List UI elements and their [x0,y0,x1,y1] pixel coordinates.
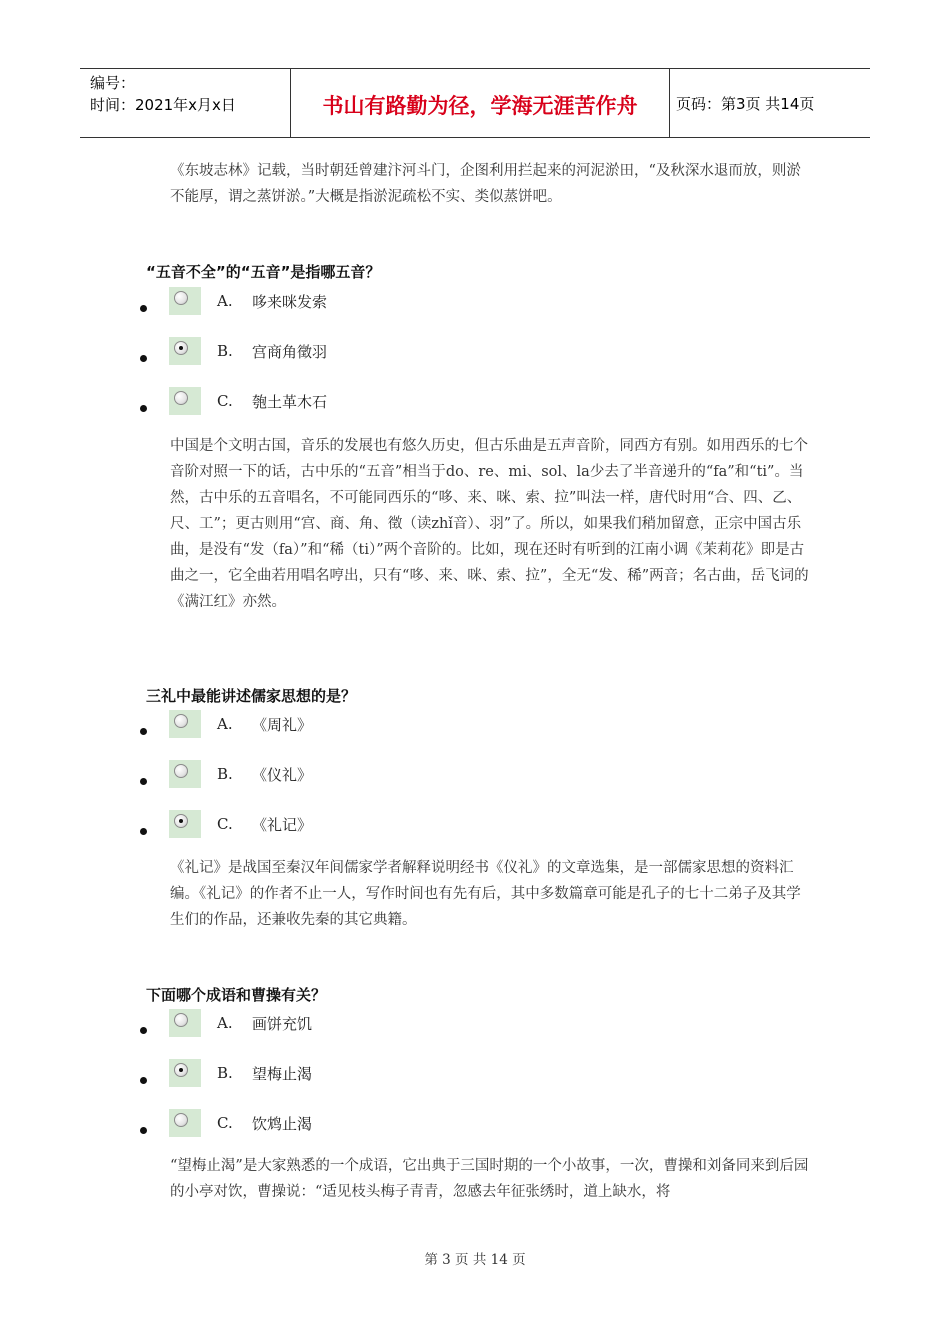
bullet-icon [140,355,147,362]
radio-button-selected[interactable] [169,337,201,365]
option-letter: B. [217,765,233,783]
radio-button[interactable] [169,387,201,415]
bullet-icon [140,828,147,835]
header-left-cell [80,69,290,137]
radio-ring-icon [174,1113,188,1127]
radio-button-selected[interactable] [169,810,201,838]
option-text: 匏土革木石 [252,392,328,411]
option-letter: C. [217,392,233,410]
option-text: 《仪礼》 [252,765,313,784]
radio-button[interactable] [169,1109,201,1137]
radio-dot-icon [179,819,183,823]
option-row[interactable] [140,808,312,840]
radio-ring-icon [174,341,188,355]
option-row[interactable] [140,285,327,317]
radio-button[interactable] [169,1009,201,1037]
question-title: 下面哪个成语和曹操有关？ [146,986,327,1004]
time-label: 时间：2021年x月x日 [90,96,236,114]
radio-ring-icon [174,1013,188,1027]
intro-paragraph: 《东坡志林》记载，当时朝廷曾建汴河斗门，企图利用拦起来的河泥淤田，“及秋深水退而放，则淤不能厚，谓之蒸饼淤。”大概是指淤泥疏松不实、类似蒸饼吧。 [170,163,801,205]
radio-button-selected[interactable] [169,1059,201,1087]
option-row[interactable] [140,758,312,790]
option-row[interactable] [140,1007,312,1039]
page-info: 页码：第3页 共14页 [676,94,815,113]
explanation-paragraph: 中国是个文明古国，音乐的发展也有悠久历史，但古乐曲是五声音阶，同西方有别。如用西乐的七个音阶对照一下的话，古中乐的“五音”相当于do、re、mi、sol、la少去了半音递升的“fa”和“ti”。当然，古中乐的五音唱名，不可能同西乐的“哆、来、咪、索、拉”叫法一样，唐代时用“合、四、乙、尺、工”；更古则用“宫、商、角、徵（读zhǐ音）、羽”了。所以，如果我们稍加留意，正宗中国古乐曲，是没有“发（fa）”和“稀（ti）”两个音阶的。比如，现在还时有听到的江南小调《茉莉花》即是古曲之一，它全曲若用唱名哼出，只有“哆、来、咪、索、拉”，全无“发、稀”两音；名古曲，岳飞词的《满江红》亦然。 [170,438,809,610]
question-title: 三礼中最能讲述儒家思想的是？ [146,687,357,705]
explanation-paragraph: “望梅止渴”是大家熟悉的一个成语，它出典于三国时期的一个小故事，一次，曹操和刘备同来到后园的小亭对饮，曹操说：“适见枝头梅子青青，忽感去年征张绣时，道上缺水，将 [170,1158,809,1200]
explanation-paragraph: 《礼记》是战国至秦汉年间儒家学者解释说明经书《仪礼》的文章选集，是一部儒家思想的资料汇编。《礼记》的作者不止一人，写作时间也有先有后，其中多数篇章可能是孔子的七十二弟子及其学生们的作品，还兼收先秦的其它典籍。 [170,860,801,928]
radio-ring-icon [174,391,188,405]
option-row[interactable] [140,1057,312,1089]
option-letter: C. [217,1114,233,1132]
bullet-icon [140,778,147,785]
bullet-icon [140,1027,147,1034]
option-row[interactable] [140,1107,312,1139]
option-text: 画饼充饥 [252,1014,313,1033]
motto: 书山有路勤为径，学海无涯苦作舟 [290,69,670,137]
bullet-icon [140,728,147,735]
option-letter: A. [217,715,233,733]
page-header [80,68,870,138]
bullet-icon [140,1077,147,1084]
bullet-icon [140,1127,147,1134]
option-letter: B. [217,342,233,360]
option-text: 宫商角徵羽 [252,342,328,361]
radio-ring-icon [174,764,188,778]
radio-dot-icon [179,346,183,350]
option-text: 哆来咪发索 [252,292,328,311]
option-text: 饮鸩止渴 [252,1114,313,1133]
radio-ring-icon [174,1063,188,1077]
option-row[interactable] [140,708,312,740]
radio-button[interactable] [169,760,201,788]
number-label: 编号： [90,74,136,92]
bullet-icon [140,305,147,312]
bullet-icon [140,405,147,412]
option-row[interactable] [140,385,327,417]
option-letter: B. [217,1064,233,1082]
radio-button[interactable] [169,287,201,315]
radio-ring-icon [174,814,188,828]
radio-button[interactable] [169,710,201,738]
option-text: 《礼记》 [252,815,313,834]
radio-ring-icon [174,291,188,305]
option-letter: C. [217,815,233,833]
radio-ring-icon [174,714,188,728]
page-footer: 第 3 页 共 14 页 [424,1252,526,1268]
option-row[interactable] [140,335,327,367]
radio-dot-icon [179,1068,183,1072]
option-letter: A. [217,1014,233,1032]
option-text: 《周礼》 [252,715,313,734]
question-title: “五音不全”的“五音”是指哪五音？ [146,263,381,281]
option-text: 望梅止渴 [252,1064,313,1083]
option-letter: A. [217,292,233,310]
